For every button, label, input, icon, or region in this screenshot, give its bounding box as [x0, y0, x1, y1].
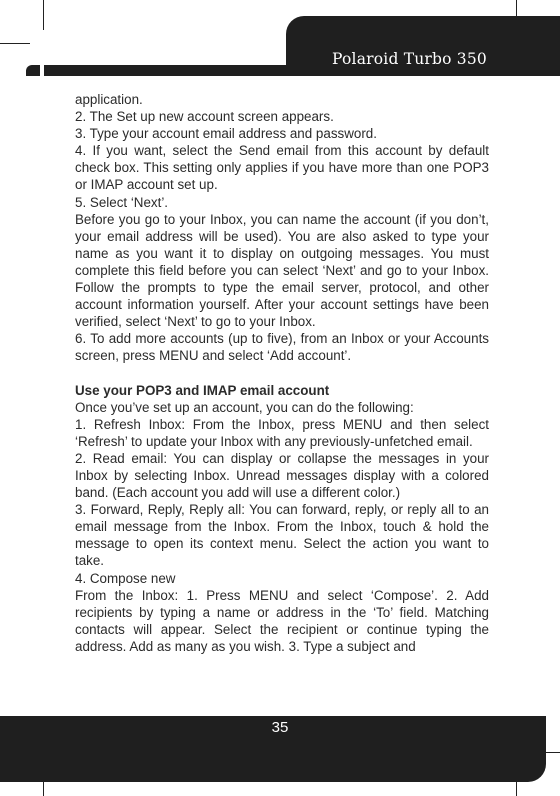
- crop-mark-top-left-vertical: [43, 0, 44, 30]
- spacer: [75, 365, 489, 382]
- header-title: Polaroid Turbo 350: [332, 50, 487, 68]
- paragraph: From the Inbox: 1. Press MENU and select ‘Compose’. 2. Add recipients by typing a name or address in the ‘To’ field. Matching contacts will appear. Select the recipient or continue typing the address. Add as many as you wish. 3. Type a subject and: [75, 587, 489, 654]
- paragraph: 4. Compose new: [75, 570, 176, 586]
- page-content: [75, 91, 489, 655]
- crop-mark-top-left-horizontal: [0, 43, 30, 44]
- paragraph: 4. If you want, select the Send email from this account by default check box. This setting only applies if you have more than one POP3 or IMAP account set up.: [75, 143, 489, 193]
- page-number: 35: [271, 719, 289, 736]
- header-left-tab: [26, 65, 40, 76]
- paragraph: 3. Forward, Reply, Reply all: You can forward, reply, or reply all to an email message from the Inbox. From the Inbox, touch & hold the message to open its context menu. Select the action you want to take.: [75, 502, 489, 569]
- paragraph: 3. Type your account email address and password.: [75, 126, 377, 142]
- paragraph: application.: [75, 92, 143, 107]
- paragraph: 2. Read email: You can display or collapse the messages in your Inbox by selecting Inbox. Unread messages display with a colored band. (Each account you add will use a different color.): [75, 450, 489, 501]
- section-heading: Use your POP3 and IMAP email account: [75, 382, 330, 398]
- paragraph: 6. To add more accounts (up to five), from an Inbox or your Accounts screen, press MENU and select ‘Add account’.: [75, 331, 489, 364]
- paragraph: 5. Select ‘Next’.: [75, 194, 169, 210]
- paragraph: 1. Refresh Inbox: From the Inbox, press MENU and then select ‘Refresh’ to update your Inbox with any previously-unfetched email.: [75, 416, 489, 449]
- paragraph: Before you go to your Inbox, you can name the account (if you don’t, your email address will be used). You are also asked to type your name as you want it to display on outgoing messages. You must complete this field before you can select ‘Next’ and go to your Inbox. Follow the prompts to type the email server, protocol, and other account information yourself. After your account settings have been verified, select ‘Next’ to go to your Inbox.: [75, 211, 489, 330]
- paragraph: Once you’ve set up an account, you can do the following:: [75, 399, 414, 415]
- paragraph: 2. The Set up new account screen appears.: [75, 109, 334, 125]
